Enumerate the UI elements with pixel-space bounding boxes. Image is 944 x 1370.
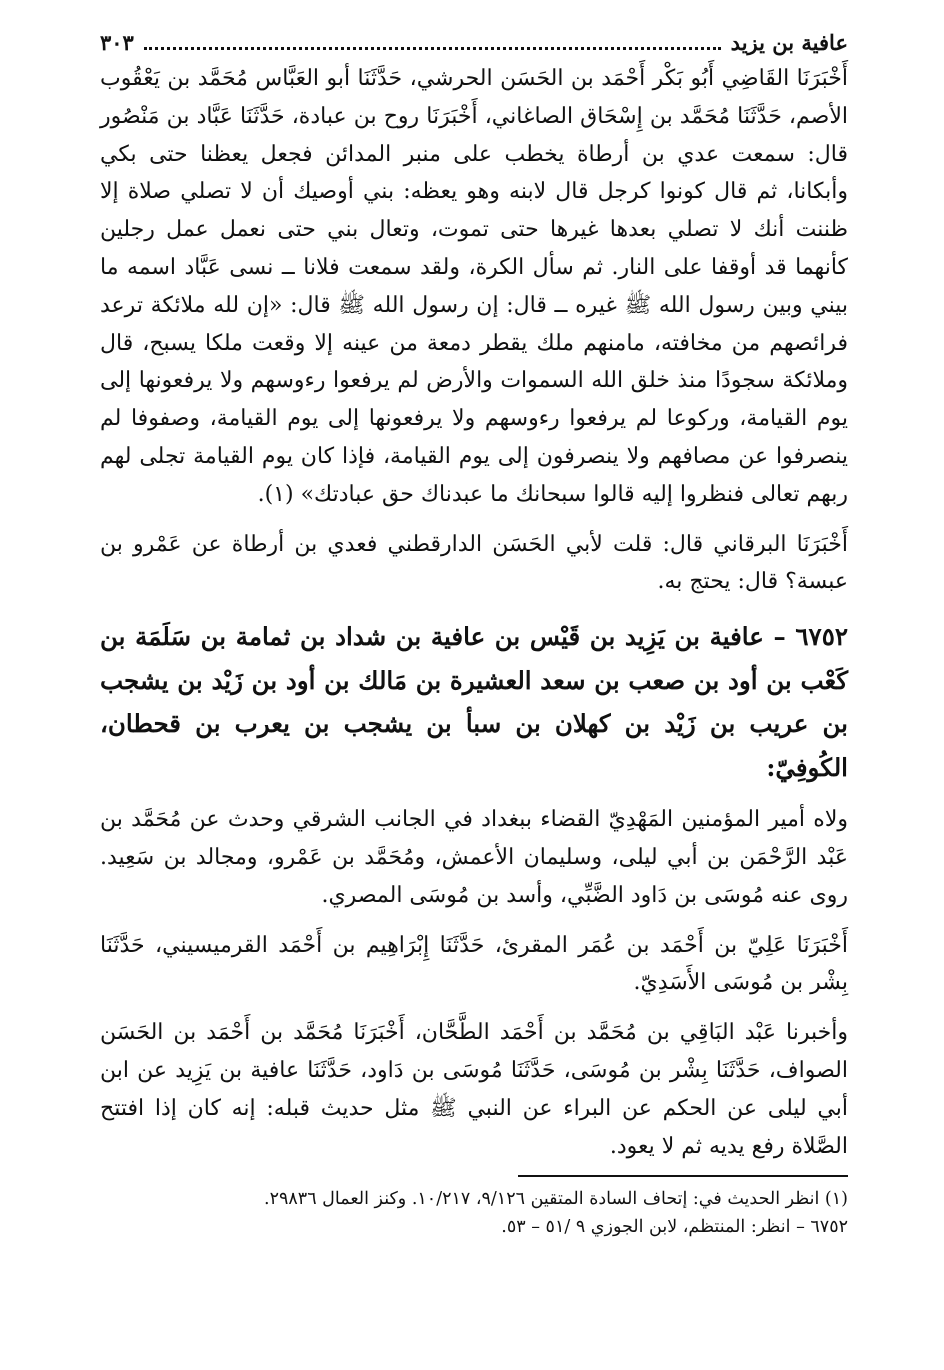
entry-paragraph: أَخْبَرَنَا عَلِيّ بن أَحْمَد بن عُمَر المقرئ، حَدَّثَنَا إِبْرَاهِيم بن أَحْمَد القرميسيني، حَدَّثَنَا بِشْر بن مُوسَى الأَسَدِيّ. (100, 932, 848, 996)
footnote: ٦٧٥٢ – انظر: المنتظم، لابن الجوزي ٩ /٥١ – ٥٣. (501, 1217, 848, 1238)
entry-paragraph: ولاه أمير المؤمنين المَهْدِيّ القضاء ببغداد في الجانب الشرقي وحدث عن مُحَمَّد بن عَبْد الرَّحْمَن بن أبي ليلى، وسليمان الأعمش، ومُحَمَّد بن عَمْرو، ومجالد بن سَعِيد. روى عنه مُوسَى بن دَاود الضَّبِّي، وأسد بن مُوسَى المصري. (100, 807, 848, 908)
page-number: ٣٠٣ (100, 30, 134, 55)
running-title: عافية بن يزيد (730, 30, 848, 55)
running-head (100, 26, 848, 60)
footnote: (١) انظر الحديث في: إتحاف السادة المتقين ٩/١٢٦، ١٠/٢١٧. وكنز العمال ٢٩٨٣٦. (264, 1189, 848, 1210)
footnotes (100, 1185, 848, 1241)
footnote-separator (518, 1175, 848, 1177)
entry-heading (100, 615, 848, 789)
leader-dots (144, 29, 721, 50)
entry-paragraph: وأخبرنا عَبْد البَاقِي بن مُحَمَّد بن أَحْمَد الطَّحَّان، أَخْبَرَنَا مُحَمَّد بن أَحْمَد بن الحَسَن الصواف، حَدَّثَنَا بِشْر بن مُوسَى، حَدَّثَنَا مُوسَى بن دَاود، حَدَّثَنَا عافية بن يَزِيد عن ابن أبي ليلى عن الحكم عن البراء عن النبي ﷺ مثل حديث قبله: إنه كان إذا افتتح الصَّلاة رفع يديه ثم لا يعود. (100, 1020, 848, 1159)
narration-paragraph: أَخْبَرَنَا البرقاني قال: قلت لأبي الحَسَن الدارقطني فعدي بن أرطاة عن عَمْرو بن عبسة؟ قال: يحتج به. (100, 531, 848, 595)
entry-dash: – (773, 622, 786, 652)
entry-title: عافية بن يَزِيد بن قَيْس بن عافية بن شداد بن ثمامة بن سَلَمَة بن كَعْب بن أود بن صعب بن سعد العشيرة بن مَالك بن أود بن زَيْد بن يشجب بن عريب بن زَيْد بن كهلان بن سبأ بن يشجب بن يعرب بن قحطان، الكُوفِيّ: (100, 622, 848, 782)
entry-number: ٦٧٥٢ (795, 622, 849, 652)
narration-paragraph: أَخْبَرَنَا القَاضِي أَبُو بَكْر أَحْمَد بن الحَسَن الحرشي، حَدَّثَنَا أبو العَبَّاس مُحَمَّد بن يَعْقُوب الأصم، حَدَّثَنَا مُحَمَّد بن إِسْحَاق الصاغاني، أَخْبَرَنَا روح بن عبادة، حَدَّثَنَا عَبَّاد بن مَنْصُور قال: سمعت عدي بن أرطاة يخطب على منبر المدائن فجعل يعظنا حتى بكي وأبكانا، ثم قال كونوا كرجل قال لابنه وهو يعظه: بني أوصيك أن لا تصلي صلاة إلا ظننت أنك لا تصلي بعدها غيرها حتى تموت، وتعال بني حتى نعمل عمل رجلين كأنهما قد أوقفا على النار. ثم سأل الكرة، ولقد سمعت فلانا ــ نسى عَبَّاد اسمه ما بيني وبين رسول الله ﷺ غيره ــ قال: إن رسول الله ﷺ قال: «إن لله ملائكة ترعد فرائصهم من مخافته، مامنهم ملك يقطر دمعة من عينه إلا وقعت ملكا يسبح، قال وملائكة سجودًا منذ خلق الله السموات والأرض لم يرفعوا رءوسهم ولا يرفعونها إلى يوم القيامة، وركوعا لم يرفعوا رءوسهم ولا يرفعونها إلى يوم القيامة، وصفوفا لم ينصرفوا عن مصافهم ولا ينصرفون إلى يوم القيامة، فإذا كان يوم القيامة تجلى لهم ربهم تعالى فنظروا إليه قالوا سبحانك ما عبدناك حق عبادتك» (١). (100, 66, 848, 507)
